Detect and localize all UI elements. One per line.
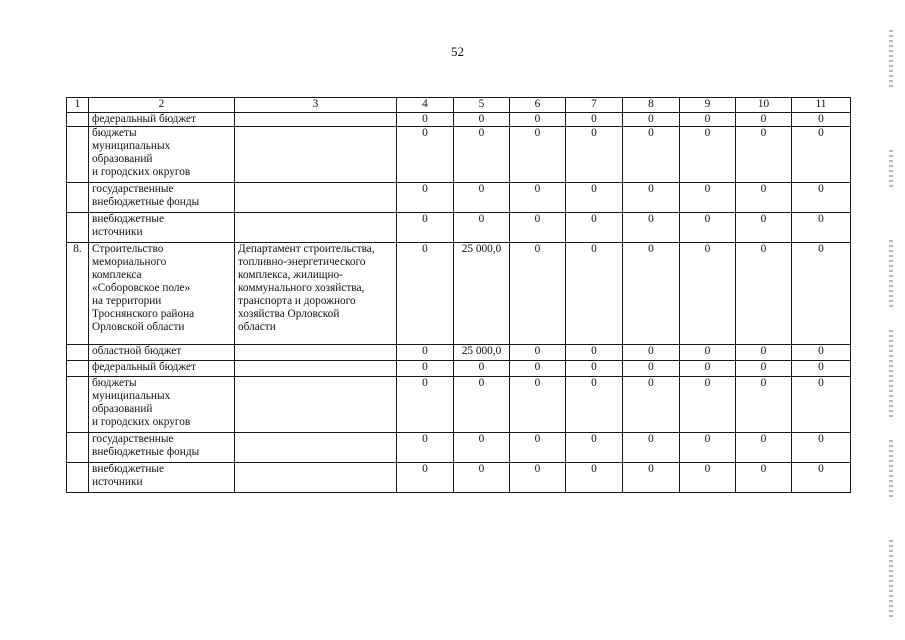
value-cell-col-4: 0: [397, 243, 454, 345]
row-name: федеральный бюджет: [89, 361, 235, 377]
row-name: внебюджетные источники: [89, 213, 235, 243]
value-cell-col-7: 0: [566, 113, 623, 127]
value-cell-col-4: 0: [397, 345, 454, 361]
value-cell-col-4: 0: [397, 183, 454, 213]
page-number: 52: [451, 44, 464, 59]
value-cell-col-5: 0: [454, 361, 510, 377]
scan-mark: [889, 30, 893, 90]
header-cell-5: 5: [454, 98, 510, 113]
value-cell-col-5: 0: [454, 433, 510, 463]
value-cell-col-6: 0: [510, 113, 566, 127]
value-cell-col-6: 0: [510, 463, 566, 493]
row-name: государственные внебюджетные фонды: [89, 183, 235, 213]
header-cell-4: 4: [397, 98, 454, 113]
header-cell-1: 1: [67, 98, 89, 113]
value-cell-col-4: 0: [397, 213, 454, 243]
value-cell-col-6: 0: [510, 127, 566, 183]
value-cell-col-4: 0: [397, 463, 454, 493]
value-cell-col-8: 0: [623, 213, 680, 243]
value-cell-col-8: 0: [623, 433, 680, 463]
value-cell-col-5: 0: [454, 113, 510, 127]
scan-mark: [889, 440, 893, 500]
value-cell-col-10: 0: [736, 433, 792, 463]
row-name: Строительство мемориального комплекса «Соборовское поле» на территории Троснянского района Орловской области: [89, 243, 235, 345]
row-department: [235, 213, 397, 243]
table-header-row: [67, 98, 851, 113]
value-cell-col-6: 0: [510, 243, 566, 345]
row-index: [67, 183, 89, 213]
header-cell-10: 10: [736, 98, 792, 113]
table-row: [67, 243, 851, 345]
value-cell-col-9: 0: [680, 243, 736, 345]
value-cell-col-5: 0: [454, 213, 510, 243]
value-cell-col-9: 0: [680, 213, 736, 243]
scan-mark: [889, 240, 893, 310]
value-cell-col-10: 0: [736, 183, 792, 213]
value-cell-col-8: 0: [623, 127, 680, 183]
row-department: [235, 377, 397, 433]
row-index: [67, 361, 89, 377]
value-cell-col-5: 25 000,0: [454, 345, 510, 361]
value-cell-col-4: 0: [397, 433, 454, 463]
row-department: [235, 127, 397, 183]
header-cell-6: 6: [510, 98, 566, 113]
row-name: бюджеты муниципальных образований и городских округов: [89, 377, 235, 433]
value-cell-col-11: 0: [792, 243, 851, 345]
value-cell-col-6: 0: [510, 345, 566, 361]
value-cell-col-9: 0: [680, 361, 736, 377]
value-cell-col-7: 0: [566, 361, 623, 377]
value-cell-col-6: 0: [510, 433, 566, 463]
value-cell-col-9: 0: [680, 127, 736, 183]
value-cell-col-10: 0: [736, 127, 792, 183]
header-cell-2: 2: [89, 98, 235, 113]
row-name: федеральный бюджет: [89, 113, 235, 127]
value-cell-col-9: 0: [680, 433, 736, 463]
value-cell-col-8: 0: [623, 345, 680, 361]
value-cell-col-9: 0: [680, 463, 736, 493]
value-cell-col-9: 0: [680, 113, 736, 127]
row-department: [235, 433, 397, 463]
row-index: [67, 377, 89, 433]
table-row: [67, 345, 851, 361]
row-index: [67, 463, 89, 493]
row-department: [235, 183, 397, 213]
value-cell-col-10: 0: [736, 113, 792, 127]
value-cell-col-4: 0: [397, 113, 454, 127]
header-cell-9: 9: [680, 98, 736, 113]
value-cell-col-7: 0: [566, 463, 623, 493]
value-cell-col-11: 0: [792, 127, 851, 183]
value-cell-col-9: 0: [680, 377, 736, 433]
table-row: [67, 127, 851, 183]
value-cell-col-10: 0: [736, 243, 792, 345]
value-cell-col-10: 0: [736, 361, 792, 377]
scan-mark: [889, 330, 893, 420]
row-index: 8.: [67, 243, 89, 345]
value-cell-col-5: 0: [454, 463, 510, 493]
value-cell-col-7: 0: [566, 433, 623, 463]
table-row: [67, 113, 851, 127]
value-cell-col-9: 0: [680, 183, 736, 213]
row-department: [235, 361, 397, 377]
value-cell-col-8: 0: [623, 361, 680, 377]
value-cell-col-6: 0: [510, 377, 566, 433]
value-cell-col-11: 0: [792, 377, 851, 433]
value-cell-col-8: 0: [623, 377, 680, 433]
value-cell-col-8: 0: [623, 243, 680, 345]
value-cell-col-11: 0: [792, 433, 851, 463]
value-cell-col-10: 0: [736, 213, 792, 243]
value-cell-col-5: 0: [454, 377, 510, 433]
table-row: [67, 183, 851, 213]
value-cell-col-4: 0: [397, 127, 454, 183]
header-cell-11: 11: [792, 98, 851, 113]
value-cell-col-8: 0: [623, 463, 680, 493]
header-cell-7: 7: [566, 98, 623, 113]
row-department: [235, 345, 397, 361]
value-cell-col-8: 0: [623, 183, 680, 213]
row-name: государственные внебюджетные фонды: [89, 433, 235, 463]
value-cell-col-9: 0: [680, 345, 736, 361]
row-index: [67, 127, 89, 183]
table-row: [67, 213, 851, 243]
value-cell-col-11: 0: [792, 361, 851, 377]
value-cell-col-11: 0: [792, 183, 851, 213]
value-cell-col-6: 0: [510, 213, 566, 243]
value-cell-col-11: 0: [792, 345, 851, 361]
value-cell-col-7: 0: [566, 377, 623, 433]
value-cell-col-7: 0: [566, 213, 623, 243]
row-index: [67, 113, 89, 127]
header-cell-8: 8: [623, 98, 680, 113]
table-row: [67, 361, 851, 377]
row-index: [67, 433, 89, 463]
row-name: областной бюджет: [89, 345, 235, 361]
value-cell-col-7: 0: [566, 127, 623, 183]
value-cell-col-7: 0: [566, 243, 623, 345]
value-cell-col-11: 0: [792, 113, 851, 127]
value-cell-col-5: 0: [454, 127, 510, 183]
row-index: [67, 345, 89, 361]
row-department: Департамент строительства, топливно-энергетического комплекса, жилищно- коммунального хозяйства, транспорта и дорожного хозяйства Орловской области: [235, 243, 397, 345]
row-department: [235, 463, 397, 493]
value-cell-col-10: 0: [736, 345, 792, 361]
budget-table: [66, 97, 851, 493]
header-cell-3: 3: [235, 98, 397, 113]
scan-mark: [889, 150, 893, 190]
value-cell-col-11: 0: [792, 463, 851, 493]
table-body: [67, 113, 851, 493]
value-cell-col-5: 0: [454, 183, 510, 213]
value-cell-col-10: 0: [736, 377, 792, 433]
value-cell-col-8: 0: [623, 113, 680, 127]
value-cell-col-4: 0: [397, 361, 454, 377]
table-row: [67, 463, 851, 493]
value-cell-col-4: 0: [397, 377, 454, 433]
value-cell-col-5: 25 000,0: [454, 243, 510, 345]
row-name: внебюджетные источники: [89, 463, 235, 493]
row-department: [235, 113, 397, 127]
scan-mark: [889, 540, 893, 620]
value-cell-col-7: 0: [566, 183, 623, 213]
value-cell-col-11: 0: [792, 213, 851, 243]
value-cell-col-7: 0: [566, 345, 623, 361]
table-row: [67, 433, 851, 463]
row-index: [67, 213, 89, 243]
table-row: [67, 377, 851, 433]
value-cell-col-6: 0: [510, 361, 566, 377]
value-cell-col-10: 0: [736, 463, 792, 493]
row-name: бюджеты муниципальных образований и городских округов: [89, 127, 235, 183]
value-cell-col-6: 0: [510, 183, 566, 213]
